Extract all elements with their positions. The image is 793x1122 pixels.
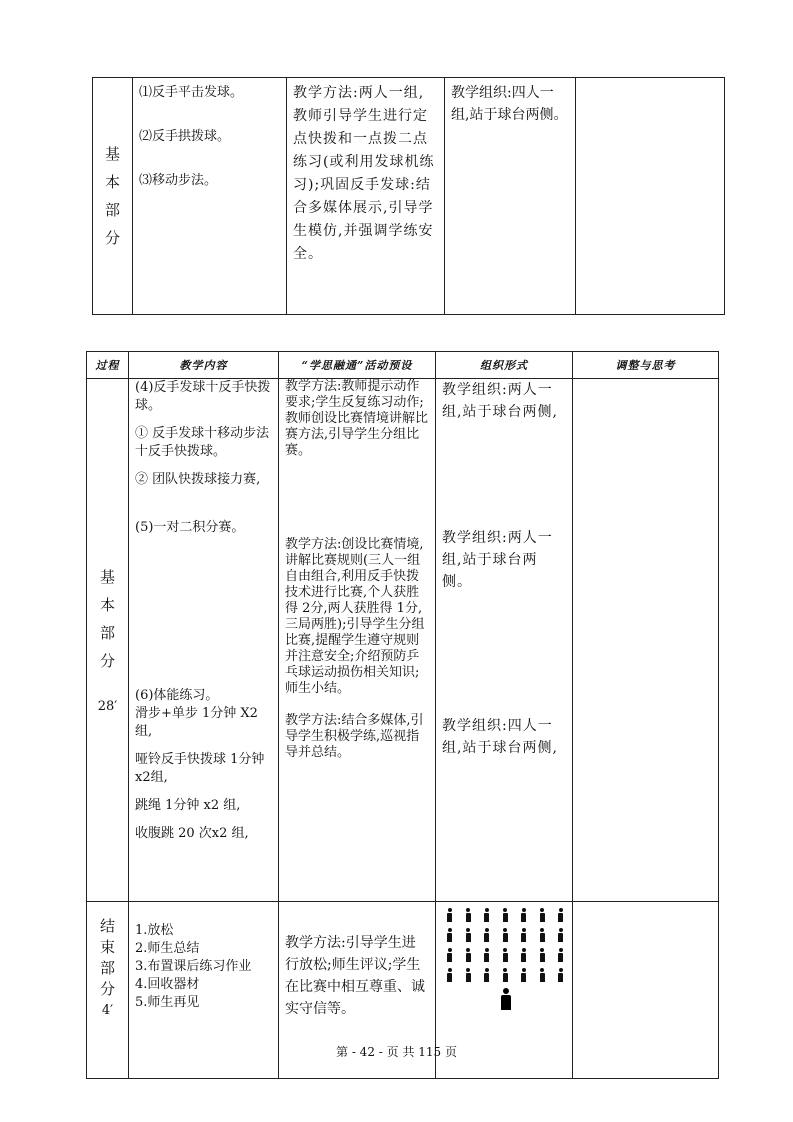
- content-cell: 1.放松 2.师生总结 3.布置课后练习作业 4.回收器材 5.师生再见: [129, 902, 279, 1079]
- organization-cell: 教学组织:两人一组,站于球台两侧, 教学组织:两人一组,站于球台两侧。 教学组织:四人一组,站于球台两侧,: [436, 379, 573, 902]
- content-item: ⑴反手平击发球。: [139, 85, 244, 100]
- header-adjust: 调整与思考: [573, 352, 719, 379]
- header-process: 过程: [87, 352, 129, 379]
- student-icon: [446, 948, 453, 962]
- student-icon: [520, 908, 527, 922]
- student-icon: [520, 948, 527, 962]
- student-icon: [539, 968, 546, 982]
- student-icon: [557, 908, 564, 922]
- student-icon: [520, 968, 527, 982]
- student-icon: [483, 928, 490, 942]
- student-icon: [539, 928, 546, 942]
- method-cell: 教学方法:两人一组,教师引导学生进行定点快拨和一点拨二点练习(或利用发球机练习);巩固反手发球:结合多媒体展示,引导学生模仿,并强调学练安全。: [287, 78, 445, 315]
- student-icon: [465, 928, 472, 942]
- student-icon: [502, 948, 509, 962]
- adjust-cell: [573, 379, 719, 902]
- adjust-cell: [576, 78, 725, 315]
- lesson-table: [86, 351, 719, 1079]
- method-cell: 教学方法:教师提示动作要求;学生反复练习动作;教师创设比赛情境讲解比赛方法,引导学生分组比赛。 教学方法:创设比赛情境,讲解比赛规则(三人一组自由组合,利用反手快拨技术进行比赛,个人获胜得 2分,两人获胜得 1分,三局两胜);引导学生分组比赛,提醒学生遵守规则并注意安全;介绍预防乒乓球运动损伤相关知识;师生小结。 教学方法:结合多媒体,引导学生积极学练,巡视指导并总结。: [279, 379, 436, 902]
- section-label-end: 结 束 部 分 4′: [87, 902, 129, 1079]
- student-icon: [539, 908, 546, 922]
- method-cell: 教学方法:引导学生进行放松;师生评议;学生在比赛中相互尊重、诚实守信等。: [279, 902, 436, 1079]
- student-icon: [557, 928, 564, 942]
- student-icon: [446, 928, 453, 942]
- page-footer: 第 - 42 - 页 共 115 页: [336, 1045, 457, 1059]
- teacher-icon: [500, 988, 512, 1010]
- content-item: ⑶移动步法。: [139, 173, 218, 188]
- header-content: 教学内容: [129, 352, 279, 379]
- formation-diagram: [436, 902, 572, 1016]
- student-icon: [465, 908, 472, 922]
- student-icon: [483, 968, 490, 982]
- student-icon: [446, 968, 453, 982]
- student-icon: [502, 968, 509, 982]
- student-icon: [502, 928, 509, 942]
- student-icon: [483, 948, 490, 962]
- header-organization: 组织形式: [436, 352, 573, 379]
- content-cell: [133, 78, 287, 315]
- content-item: ⑵反手拱拨球。: [139, 129, 231, 144]
- table-row: [87, 379, 719, 902]
- header-row: [87, 352, 719, 379]
- student-icon: [520, 928, 527, 942]
- student-icon: [483, 908, 490, 922]
- section-label-basic: 基 本 部 分: [93, 78, 133, 315]
- duration: 28′: [97, 699, 118, 714]
- student-icon: [465, 968, 472, 982]
- student-icon: [465, 948, 472, 962]
- student-icon: [502, 908, 509, 922]
- section-label-basic: 基 本 部 分 28′: [87, 379, 129, 902]
- student-icon: [446, 908, 453, 922]
- student-icon: [557, 948, 564, 962]
- top-lesson-table: [92, 77, 725, 315]
- student-icon: [539, 948, 546, 962]
- organization-cell: 教学组织:四人一组,站于球台两侧。: [445, 78, 576, 315]
- duration: 4′: [101, 1003, 114, 1018]
- content-cell: (4)反手发球十反手快拨球。 ① 反手发球十移动步法十反手快拨球。 ② 团队快拨球接力赛, (5)一对二积分赛。 (6)体能练习。 滑步+单步 1分钟 X2组, 哑铃反手快拨球 1分钟 x2组, 跳绳 1分钟 x2 组, 收腹跳 20 次x2 组,: [129, 379, 279, 902]
- header-activity: “学思融通”活动预设: [279, 352, 436, 379]
- student-icon: [557, 968, 564, 982]
